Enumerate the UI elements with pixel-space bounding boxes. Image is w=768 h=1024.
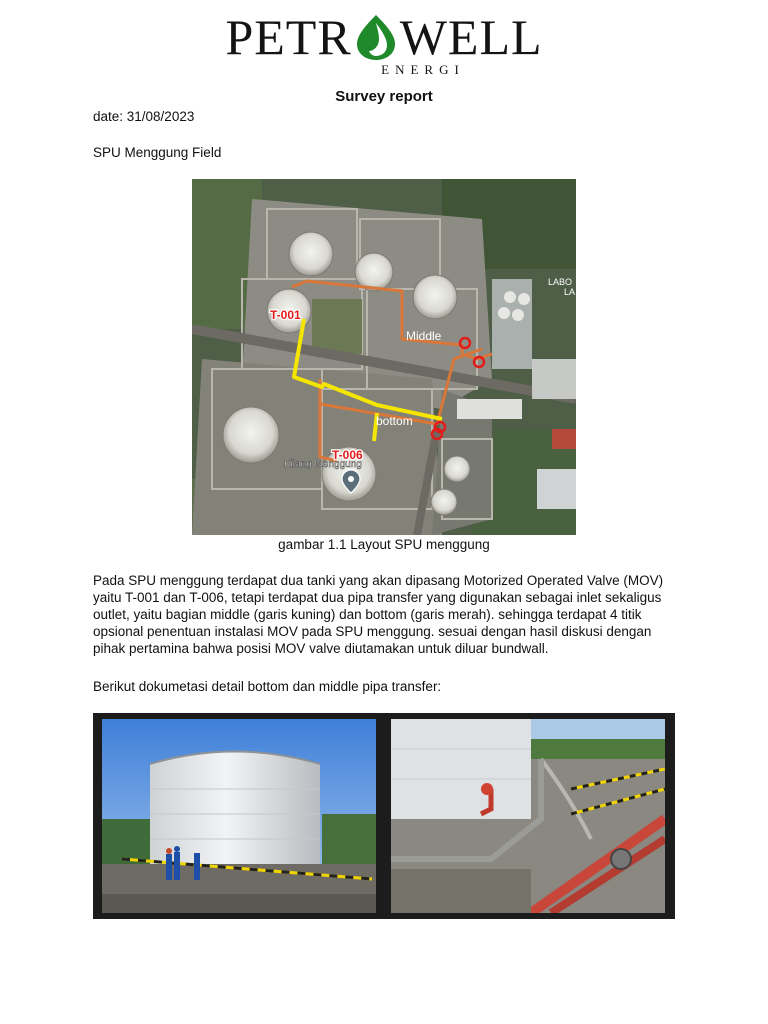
body-paragraph-2: Berikut dokumetasi detail bottom dan middle pipa transfer: <box>93 679 442 694</box>
logo-subtitle: ENERGI <box>381 62 465 77</box>
report-date: date: 31/08/2023 <box>93 109 195 124</box>
photo-middle-pipe-valve <box>391 719 665 913</box>
logo-text-right: WELL <box>399 9 543 65</box>
green-drop-icon <box>353 13 399 61</box>
label-t001: T-001 <box>270 308 301 322</box>
map-caption: gambar 1.1 Layout SPU menggung <box>278 537 490 552</box>
company-logo <box>0 8 768 78</box>
logo-text-left: PETR <box>225 9 352 65</box>
photo-panel <box>93 713 675 919</box>
label-t006: T-006 <box>332 448 363 462</box>
logo-wordmark <box>225 8 542 66</box>
label-labo: LABO <box>548 277 573 287</box>
report-title: Survey report <box>335 88 433 105</box>
label-kilang: Kilang Menggung <box>284 459 362 470</box>
layout-map-image <box>192 179 576 535</box>
body-paragraph-1: Pada SPU menggung terdapat dua tanki yang akan dipasang Motorized Operated Valve (MOV) yaitu T-001 dan T-006, tetapi terdapat dua pipa transfer yang digunakan sebagai inlet sekaligus outlet, yaitu bagian middle (garis kuning) dan bottom (garis merah). sehingga terdapat 4 titik opsional penentuan instalasi MOV pada SPU menggung. sesuai dengan hasil diskusi dengan pihak pertamina bahwa posisi MOV valve diutamakan untuk diluar bundwall. <box>93 573 664 656</box>
label-la: LA <box>564 287 576 297</box>
field-name: SPU Menggung Field <box>93 145 222 160</box>
satellite-map <box>192 179 576 535</box>
label-bottom: bottom <box>376 414 413 428</box>
photo-tank-bottom-pipe <box>102 719 376 913</box>
label-middle: Middle <box>406 329 442 343</box>
